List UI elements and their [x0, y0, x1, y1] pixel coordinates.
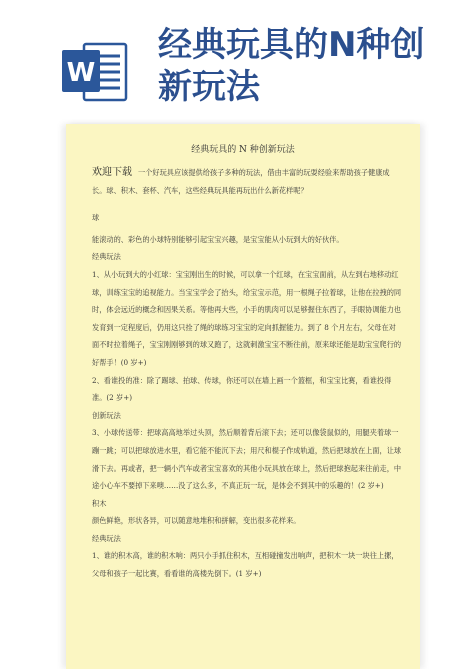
word-icon-letter: W — [66, 58, 96, 88]
subheading-classic: 经典玩法 — [92, 533, 121, 543]
intro-text: 一个好玩具应该提供给孩子多种的玩法，借由丰富的玩耍经验来帮助孩子健康成长。球、积木、套杯、汽车，这些经典玩具能再玩出什么新花样呢？ — [92, 168, 390, 195]
paragraph-item: 1、从小玩到大的小红球：宝宝刚出生的时候，可以拿一个红球，在宝宝面前，从左到右地移动红球，训练宝宝的追视能力。当宝宝学会了抬头，给宝宝示范，用一根绳子拉着球，让他在拉拽的同时，体会远近的概念和因果关系。等他再大些，小手的肌肉可以足够握住东西了，手眼协调能力也发育到一定程度后，仍用这只拴了绳的球练习宝宝的定向抓握能力。到了 8 个月左右，父母在对面不时拉着绳子，宝宝刚刚够到的球又跑了，这就刺激宝宝不断往前，原来球还能是助宝宝爬行的好帮手！(0 岁+) — [92, 269, 402, 367]
section-desc-ball: 能滚动的、彩色的小球特别能够引起宝宝兴趣，是宝宝能从小玩到大的好伙伴。 — [92, 234, 344, 244]
page-title-line-1: 经典玩具的N种创 — [158, 25, 425, 65]
section-heading-blocks: 积木 — [92, 498, 107, 508]
paragraph-item: 2、看谁投的准：除了踢球、拍球、传球，你还可以在墙上画一个篮框，和宝宝比赛，看谁投得准。(2 岁+) — [92, 375, 392, 403]
section-desc-blocks: 颜色鲜艳，形状各异，可以随意地堆积和拼解，变出很多花样来。 — [92, 516, 301, 526]
header-banner — [0, 0, 474, 122]
document-body — [92, 164, 402, 583]
document-page — [66, 124, 420, 669]
word-document-icon — [62, 40, 128, 102]
intro-paragraph — [92, 164, 402, 199]
page-title-line-2: 新玩法 — [158, 67, 260, 107]
welcome-label: 欢迎下载 — [92, 167, 132, 178]
document-title: 经典玩具的 N 种创新玩法 — [191, 145, 295, 155]
section-heading-ball: 球 — [92, 213, 100, 223]
subheading-classic: 经典玩法 — [92, 252, 121, 262]
paragraph-item: 1、谁的积木高，谁的积木响：两只小手抓住积木，互相碰撞发出响声，把积木一块一块往上摞，父母和孩子一起比赛，看看谁的高楼先倒下。(1 岁+) — [92, 551, 399, 579]
subheading-creative: 创新玩法 — [92, 410, 121, 420]
paragraph-item: 3、小球传送带：把球高高地举过头顶，然后顺着背后滚下去；还可以像袋鼠似的，用腿夹着球一蹦一跳；可以把球放进水里，看它能不能沉下去；用尺和棍子作成轨道，然后把球放在上面，让球滑下去。再或者，把一辆小汽车或者宝宝喜欢的其他小玩具放在球上，然后把球抱起来往前走，中途小心车不要掉下来噢……没了这么多，不真正玩一玩，是体会不到其中的乐趣的！(2 岁+) — [92, 428, 402, 491]
page-title — [158, 24, 463, 108]
